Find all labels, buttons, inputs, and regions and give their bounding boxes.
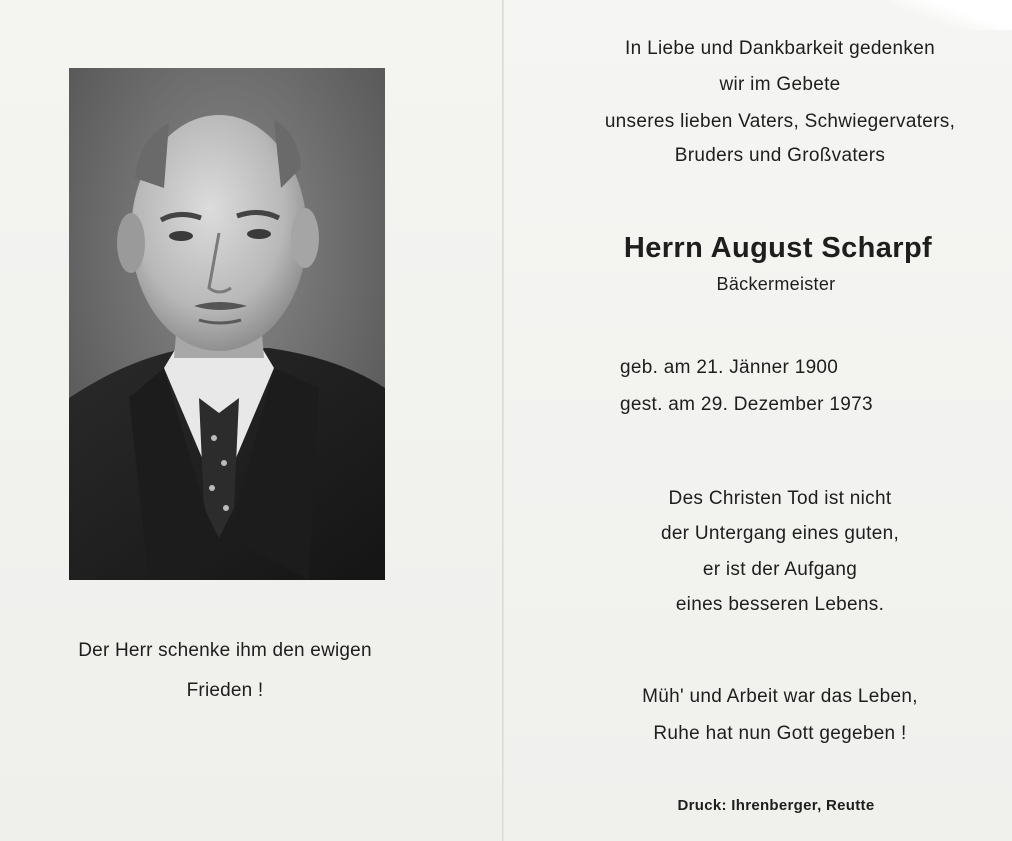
intro-line4: Bruders und Großvaters (674, 145, 886, 166)
printer-credit: Druck: Ihrenberger, Reutte (677, 797, 875, 814)
verse-line1: Des Christen Tod ist nicht (668, 488, 892, 509)
deceased-occupation: Bäckermeister (716, 274, 836, 294)
verse-line3: er ist der Aufgang (702, 559, 858, 580)
death-date: gest. am 29. Dezember 1973 (620, 394, 873, 415)
intro-line2: wir im Gebete (719, 74, 841, 95)
paper-corner-wear (892, 0, 1012, 30)
portrait-caption-line1: Der Herr schenke ihm den ewigen (78, 640, 372, 661)
birth-date: geb. am 21. Jänner 1900 (620, 357, 839, 378)
closing-line2: Ruhe hat nun Gott gegeben ! (653, 723, 907, 744)
verse-line2: der Untergang eines guten, (660, 523, 900, 544)
card-fold (502, 0, 504, 841)
closing-line1: Müh' und Arbeit war das Leben, (642, 686, 918, 707)
verse-line4: eines besseren Lebens. (675, 594, 885, 615)
deceased-name: Herrn August Scharpf (623, 232, 933, 264)
intro-line1: In Liebe und Dankbarkeit gedenken (625, 38, 935, 59)
portrait-caption-line2: Frieden ! (186, 680, 264, 701)
intro-line3: unseres lieben Vaters, Schwiegervaters, (604, 111, 956, 132)
portrait-photo (69, 68, 385, 580)
